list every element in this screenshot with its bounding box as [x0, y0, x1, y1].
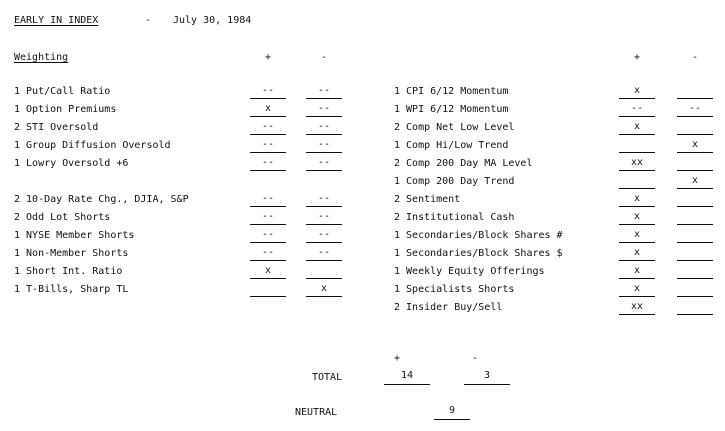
indicator-minus-mark: -- [306, 122, 342, 135]
indicator-minus-mark: -- [306, 104, 342, 117]
indicator-plus-mark: -- [250, 212, 286, 225]
indicator-plus-mark [250, 284, 286, 297]
document-title: EARLY IN INDEX [14, 15, 99, 26]
right-plus-column-head: + [633, 52, 641, 63]
indicator-plus-mark: -- [250, 248, 286, 261]
indicator-label: 1 Group Diffusion Oversold [14, 140, 171, 151]
indicator-label: 1 Secondaries/Block Shares $ [394, 248, 563, 259]
total-label: TOTAL [312, 372, 343, 383]
left-minus-column-head: - [320, 52, 328, 63]
indicator-minus-mark: -- [306, 158, 342, 171]
title-separator: - [145, 15, 152, 26]
indicator-minus-mark: -- [306, 140, 342, 153]
indicator-label: 1 Option Premiums [14, 104, 117, 115]
indicator-plus-mark: -- [250, 86, 286, 99]
indicator-minus-mark [677, 248, 713, 261]
indicator-label: 1 Specialists Shorts [394, 284, 515, 295]
indicator-minus-mark: x [677, 176, 713, 189]
indicator-label: 1 Comp Hi/Low Trend [394, 140, 509, 151]
indicator-minus-mark: -- [306, 248, 342, 261]
indicator-minus-mark [677, 212, 713, 225]
indicator-plus-mark: x [619, 230, 655, 243]
indicator-label: 2 10-Day Rate Chg., DJIA, S&P [14, 194, 189, 205]
indicator-minus-mark: -- [677, 104, 713, 117]
indicator-label: 1 Non-Member Shorts [14, 248, 129, 259]
indicator-plus-mark: xx [619, 158, 655, 171]
total-plus-value: 14 [384, 370, 430, 385]
indicator-label: 1 Short Int. Ratio [14, 266, 123, 277]
indicator-label: 2 Institutional Cash [394, 212, 515, 223]
weighting-heading: Weighting [14, 52, 69, 63]
indicator-plus-mark [619, 140, 655, 153]
indicator-minus-mark: -- [306, 212, 342, 225]
indicator-label: 2 Comp 200 Day MA Level [394, 158, 533, 169]
indicator-minus-mark: x [677, 140, 713, 153]
total-minus-value: 3 [464, 370, 510, 385]
indicator-plus-mark: x [619, 212, 655, 225]
indicator-minus-mark [677, 284, 713, 297]
indicator-plus-mark: x [619, 122, 655, 135]
indicator-minus-mark [306, 266, 342, 279]
indicator-label: 1 Put/Call Ratio [14, 86, 111, 97]
indicator-plus-mark: x [619, 266, 655, 279]
indicator-plus-mark: x [619, 86, 655, 99]
document-date: July 30, 1984 [173, 15, 252, 26]
indicator-label: 2 Insider Buy/Sell [394, 302, 503, 313]
indicator-plus-mark: x [250, 104, 286, 117]
indicator-plus-mark [619, 176, 655, 189]
indicator-plus-mark: xx [619, 302, 655, 315]
indicator-label: 1 WPI 6/12 Momentum [394, 104, 509, 115]
neutral-label: NEUTRAL [295, 407, 338, 418]
indicator-plus-mark: -- [250, 230, 286, 243]
indicator-label: 2 Odd Lot Shorts [14, 212, 111, 223]
indicator-minus-mark [677, 122, 713, 135]
indicator-label: 1 Comp 200 Day Trend [394, 176, 515, 187]
indicator-minus-mark: -- [306, 230, 342, 243]
indicator-plus-mark: x [250, 266, 286, 279]
indicator-minus-mark [677, 86, 713, 99]
indicator-plus-mark: -- [250, 158, 286, 171]
indicator-plus-mark: x [619, 284, 655, 297]
indicator-minus-mark [677, 194, 713, 207]
indicator-minus-mark: -- [306, 86, 342, 99]
indicator-label: 1 T-Bills, Sharp TL [14, 284, 129, 295]
indicator-minus-mark [677, 230, 713, 243]
total-minus-head: - [472, 353, 479, 364]
indicator-label: 1 CPI 6/12 Momentum [394, 86, 509, 97]
neutral-value: 9 [434, 405, 470, 420]
indicator-plus-mark: -- [619, 104, 655, 117]
indicator-plus-mark: x [619, 194, 655, 207]
indicator-plus-mark: x [619, 248, 655, 261]
indicator-minus-mark: x [306, 284, 342, 297]
left-plus-column-head: + [264, 52, 272, 63]
indicator-plus-mark: -- [250, 140, 286, 153]
indicator-plus-mark: -- [250, 122, 286, 135]
indicator-minus-mark [677, 302, 713, 315]
indicator-label: 2 STI Oversold [14, 122, 99, 133]
indicator-label: 1 Weekly Equity Offerings [394, 266, 545, 277]
indicator-minus-mark: -- [306, 194, 342, 207]
indicator-minus-mark [677, 266, 713, 279]
indicator-label: 1 Lowry Oversold +6 [14, 158, 129, 169]
total-plus-head: + [394, 353, 401, 364]
indicator-plus-mark: -- [250, 194, 286, 207]
indicator-label: 2 Sentiment [394, 194, 461, 205]
indicator-label: 1 NYSE Member Shorts [14, 230, 135, 241]
indicator-label: 2 Comp Net Low Level [394, 122, 515, 133]
indicator-label: 1 Secondaries/Block Shares # [394, 230, 563, 241]
right-minus-column-head: - [691, 52, 699, 63]
indicator-minus-mark [677, 158, 713, 171]
